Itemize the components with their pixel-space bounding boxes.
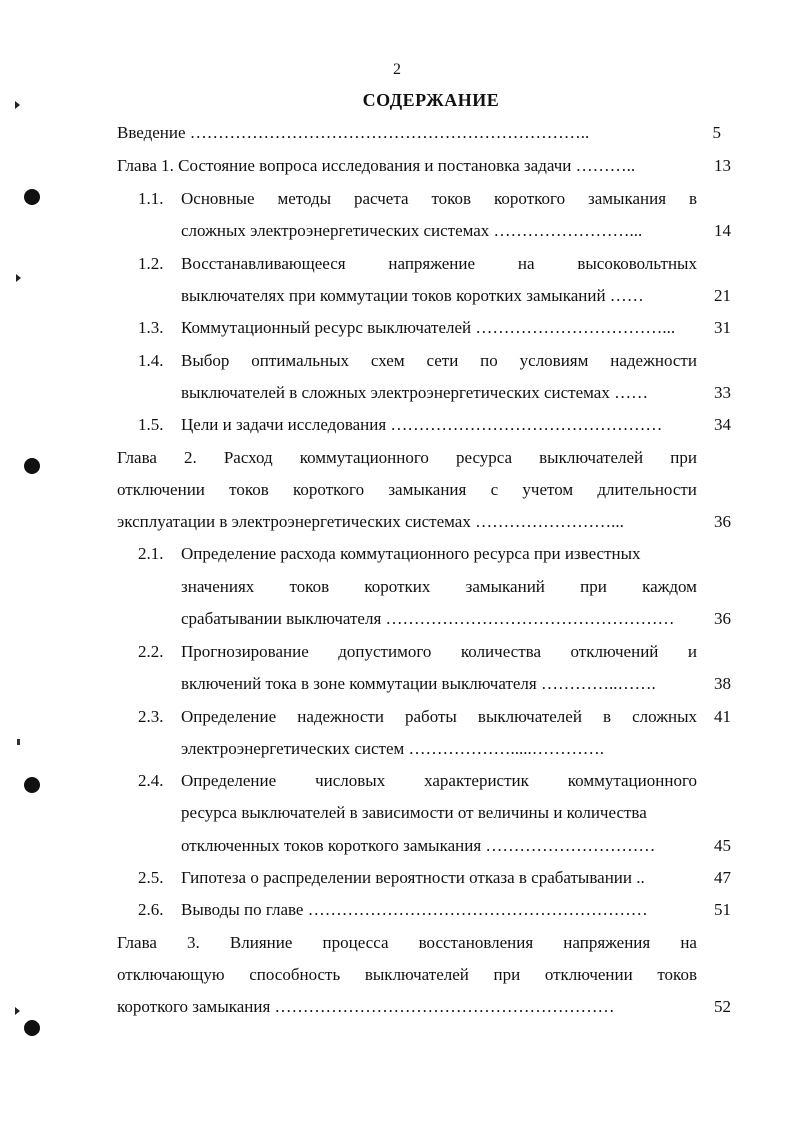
- scan-mark-icon: [15, 101, 20, 109]
- toc-entry-2-3-line-2: электроэнергетических систем ……………….....………….: [181, 739, 604, 758]
- binder-hole-icon: [24, 777, 40, 793]
- toc-page-1-3: 31: [714, 318, 731, 337]
- toc-entry-chapter-2-line-2: отключении токов короткого замыкания с учетом длительности: [117, 480, 697, 499]
- toc-page-1-5: 34: [714, 415, 731, 434]
- scan-mark-icon: [16, 274, 21, 282]
- toc-entry-2-3-line-1: Определение надежности работы выключателей в сложных: [181, 707, 697, 726]
- toc-entry-chapter-2-line-3: эксплуатации в электроэнергетических системах ……………………...: [117, 512, 624, 531]
- toc-entry-1-1-line-1: Основные методы расчета токов короткого замыкания в: [181, 189, 697, 208]
- toc-entry-2-4-line-3: отключенных токов короткого замыкания …………………………: [181, 836, 656, 855]
- toc-entry-2-2-line-2: включений тока в зоне коммутации выключателя …………..…….: [181, 674, 656, 693]
- toc-number-1-5: 1.5.: [138, 415, 164, 434]
- toc-entry-chapter-3-line-3: короткого замыкания ……………………………………………………: [117, 997, 615, 1016]
- toc-entry-2-1-line-1: Определение расхода коммутационного ресурса при известных: [181, 544, 641, 563]
- binder-hole-icon: [24, 458, 40, 474]
- toc-entry-2-1-line-3: срабатывании выключателя ……………………………………………: [181, 609, 675, 628]
- toc-number-1-1: 1.1.: [138, 189, 164, 208]
- toc-entry-chapter-1: Глава 1. Состояние вопроса исследования и постановка задачи ………..: [117, 156, 636, 175]
- toc-page-introduction: 5: [712, 123, 721, 142]
- page-number: 2: [393, 61, 401, 78]
- toc-entry-1-3: Коммутационный ресурс выключателей ……………………………...: [181, 318, 676, 337]
- toc-page-2-6: 51: [714, 900, 731, 919]
- toc-page-1-2: 21: [714, 286, 731, 305]
- toc-number-2-2: 2.2.: [138, 642, 164, 661]
- toc-page-1-1: 14: [714, 221, 731, 240]
- page-title: СОДЕРЖАНИЕ: [362, 90, 500, 110]
- toc-entry-1-4-line-1: Выбор оптимальных схем сети по условиям надежности: [181, 351, 697, 370]
- toc-page-2-4: 45: [714, 836, 731, 855]
- toc-entry-2-1-line-2: значениях токов коротких замыканий при каждом: [181, 577, 697, 596]
- toc-number-1-4: 1.4.: [138, 351, 164, 370]
- toc-entry-2-5: Гипотеза о распределении вероятности отказа в срабатывании ..: [181, 868, 645, 887]
- toc-page-chapter-3: 52: [714, 997, 731, 1016]
- toc-entry-2-4-line-1: Определение числовых характеристик коммутационного: [181, 771, 697, 790]
- scan-mark-icon: [15, 1007, 20, 1015]
- scan-mark-icon: [17, 739, 20, 745]
- toc-entry-introduction: Введение ……………………………………………………………..: [117, 123, 590, 142]
- toc-entry-2-2-line-1: Прогнозирование допустимого количества отключений и: [181, 642, 697, 661]
- toc-page-chapter-1: 13: [714, 156, 731, 175]
- toc-number-1-3: 1.3.: [138, 318, 164, 337]
- toc-entry-1-2-line-2: выключателях при коммутации токов коротких замыканий ……: [181, 286, 644, 305]
- toc-page-2-3: 41: [714, 707, 731, 726]
- binder-hole-icon: [24, 1020, 40, 1036]
- toc-number-2-5: 2.5.: [138, 868, 164, 887]
- toc-page-chapter-2: 36: [714, 512, 731, 531]
- toc-page-2-2: 38: [714, 674, 731, 693]
- toc-number-2-6: 2.6.: [138, 900, 164, 919]
- toc-number-2-1: 2.1.: [138, 544, 164, 563]
- toc-entry-2-6: Выводы по главе ……………………………………………………: [181, 900, 648, 919]
- toc-entry-1-5: Цели и задачи исследования …………………………………………: [181, 415, 663, 434]
- toc-page-2-1: 36: [714, 609, 731, 628]
- toc-entry-1-4-line-2: выключателей в сложных электроэнергетических системах ……: [181, 383, 649, 402]
- toc-page-2-5: 47: [714, 868, 731, 887]
- toc-number-2-4: 2.4.: [138, 771, 164, 790]
- toc-number-1-2: 1.2.: [138, 254, 164, 273]
- toc-entry-chapter-2-line-1: Глава 2. Расход коммутационного ресурса выключателей при: [117, 448, 697, 467]
- toc-entry-chapter-3-line-1: Глава 3. Влияние процесса восстановления напряжения на: [117, 933, 697, 952]
- toc-entry-chapter-3-line-2: отключающую способность выключателей при отключении токов: [117, 965, 697, 984]
- binder-hole-icon: [24, 189, 40, 205]
- toc-page-1-4: 33: [714, 383, 731, 402]
- toc-entry-1-1-line-2: сложных электроэнергетических системах ……………………...: [181, 221, 643, 240]
- toc-entry-1-2-line-1: Восстанавливающееся напряжение на высоковольтных: [181, 254, 697, 273]
- toc-entry-2-4-line-2: ресурса выключателей в зависимости от величины и количества: [181, 803, 647, 822]
- toc-number-2-3: 2.3.: [138, 707, 164, 726]
